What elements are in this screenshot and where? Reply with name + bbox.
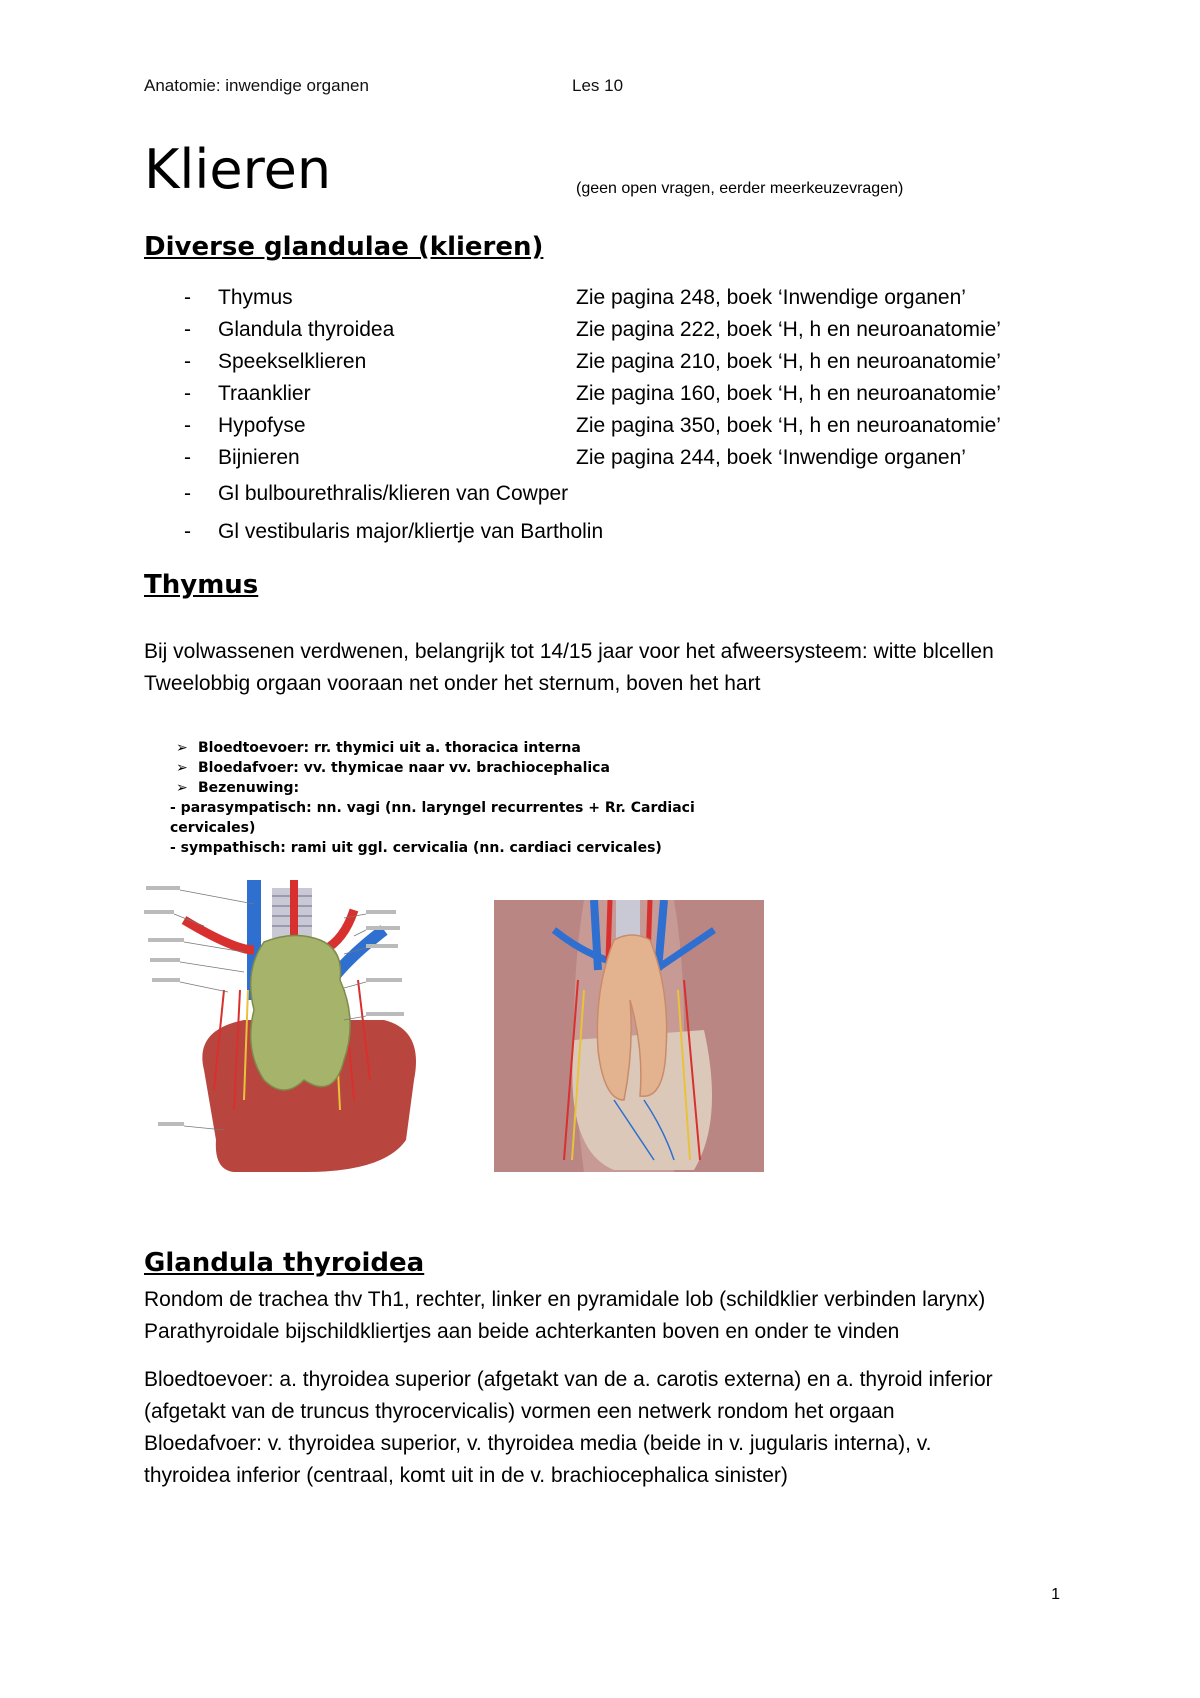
page-title: Klieren: [144, 138, 332, 201]
list-item-ref: Zie pagina 210, boek ‘H, h en neuroanatomie’: [576, 350, 1001, 373]
list-item-ref: Zie pagina 244, boek ‘Inwendige organen’: [576, 446, 966, 469]
list-item: [144, 446, 1084, 476]
list-item-name: Traanklier: [218, 382, 311, 405]
bullet-text: Bezenuwing:: [198, 780, 300, 796]
list-dash: -: [184, 446, 191, 469]
thyroid-line: Bloedafvoer: v. thyroidea superior, v. thyroidea media (beide in v. jugularis interna), v.: [144, 1432, 932, 1455]
list-dash: -: [184, 414, 191, 437]
list-item: [144, 520, 1084, 550]
list-dash: -: [184, 382, 191, 405]
thymus-anatomical-image: [494, 900, 764, 1172]
list-item-ref: Zie pagina 222, boek ‘H, h en neuroanatomie’: [576, 318, 1001, 341]
thymus-illustration: [144, 880, 460, 1174]
artery-shape: [184, 920, 254, 950]
thyroid-paragraph-2: [144, 1364, 1104, 1492]
thyroid-line: Rondom de trachea thv Th1, rechter, linker en pyramidale lob (schildklier verbinden larynx): [144, 1288, 986, 1311]
bullet-item: [170, 738, 770, 758]
header-left: Anatomie: inwendige organen: [144, 76, 369, 95]
list-dash: -: [184, 318, 191, 341]
list-item-name: Speekselklieren: [218, 350, 367, 373]
list-item-name: Gl vestibularis major/kliertje van Bartholin: [218, 520, 604, 543]
list-item-name: Hypofyse: [218, 414, 306, 437]
arrow-bullet-icon: ➢: [176, 740, 188, 756]
thymus-paragraph: [144, 636, 1104, 700]
header-right: Les 10: [572, 76, 624, 95]
list-item-name: Bijnieren: [218, 446, 300, 469]
list-item-ref: Zie pagina 248, boek ‘Inwendige organen’: [576, 286, 966, 309]
list-item: [144, 286, 1084, 316]
bullet-item: [170, 778, 770, 798]
thymus-line: Bij volwassenen verdwenen, belangrijk tot 14/15 jaar voor het afweersysteem: witte blcellen: [144, 640, 994, 663]
list-item-name: Glandula thyroidea: [218, 318, 395, 341]
arrow-bullet-icon: ➢: [176, 780, 188, 796]
thyroid-line: Parathyroidale bijschildkliertjes aan beide achterkanten boven en onder te vinden: [144, 1320, 900, 1343]
thyroid-line: thyroidea inferior (centraal, komt uit in de v. brachiocephalica sinister): [144, 1464, 788, 1487]
list-item-ref: Zie pagina 160, boek ‘H, h en neuroanatomie’: [576, 382, 1001, 405]
innervation-line: - parasympatisch: nn. vagi (nn. laryngel recurrentes + Rr. Cardiaci cervicales): [170, 800, 695, 836]
bullet-text: Bloedtoevoer: rr. thymici uit a. thoracica interna: [198, 740, 581, 756]
list-dash: -: [184, 482, 191, 505]
bullet-text: Bloedafvoer: vv. thymicae naar vv. brachiocephalica: [198, 760, 610, 776]
thyroid-paragraph-1: [144, 1284, 1104, 1348]
list-item: [144, 350, 1084, 380]
list-item-ref: Zie pagina 350, boek ‘H, h en neuroanatomie’: [576, 414, 1001, 437]
list-item: [144, 414, 1084, 444]
thymus-gland-shape: [251, 935, 350, 1090]
page-number: 1: [1051, 1586, 1060, 1603]
section-heading-thyroidea: Glandula thyroidea: [144, 1248, 425, 1278]
title-note: (geen open vragen, eerder meerkeuzevragen): [576, 180, 904, 197]
thyroid-line: (afgetakt van de truncus thyrocervicalis) vormen een netwerk rondom het orgaan: [144, 1400, 895, 1423]
list-dash: -: [184, 350, 191, 373]
bullet-item: [170, 758, 770, 778]
list-item-name: Thymus: [218, 286, 293, 309]
section-heading-thymus: Thymus: [144, 570, 259, 600]
list-item-name: Gl bulbourethralis/klieren van Cowper: [218, 482, 569, 505]
section-heading-glandulae: Diverse glandulae (klieren): [144, 232, 544, 262]
list-item: [144, 482, 1084, 512]
thymus-summary-box: [170, 738, 770, 858]
list-item: [144, 382, 1084, 412]
arrow-bullet-icon: ➢: [176, 760, 188, 776]
list-dash: -: [184, 520, 191, 543]
list-dash: -: [184, 286, 191, 309]
innervation-line: - sympathisch: rami uit ggl. cervicalia (nn. cardiaci cervicales): [170, 840, 662, 856]
list-item: [144, 318, 1084, 348]
thymus-line: Tweelobbig orgaan vooraan net onder het sternum, boven het hart: [144, 672, 761, 695]
thyroid-line: Bloedtoevoer: a. thyroidea superior (afgetakt van de a. carotis externa) en a. thyroid inferior: [144, 1368, 993, 1391]
